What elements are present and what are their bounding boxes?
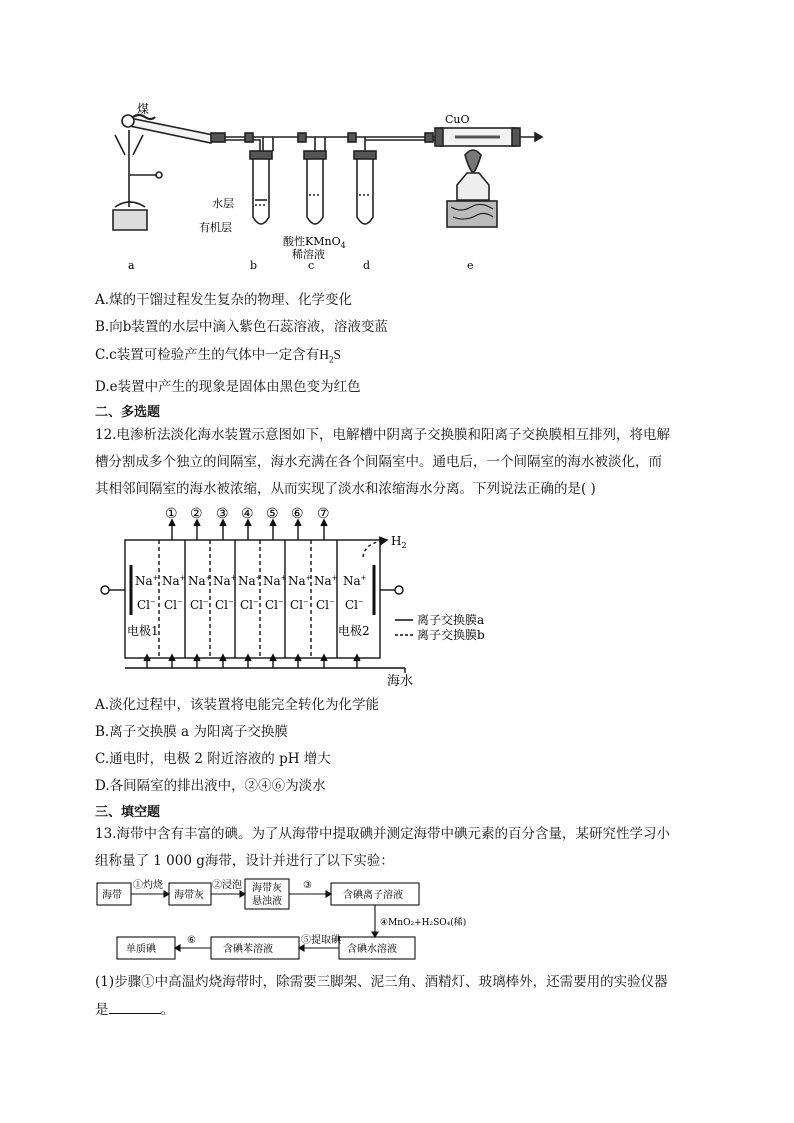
coal-label: 煤: [137, 102, 150, 116]
outlet-2: ②: [190, 506, 203, 522]
ion-na: Na+: [135, 574, 159, 588]
letter-b: b: [250, 259, 258, 272]
ion-cl: Cl−: [190, 598, 209, 612]
h2-label: $H_2$: [391, 534, 407, 550]
q12-option-d: D.各间隔室的排出液中，②④⑥为淡水: [95, 778, 326, 794]
iodine-text: 单质碘: [126, 944, 156, 955]
outlet-1: ①: [165, 506, 178, 522]
ash-text: 海带灰: [174, 890, 204, 901]
test-tube-c: [307, 153, 323, 224]
step3-text: ③: [303, 880, 312, 891]
outlet-7: ⑦: [317, 506, 330, 522]
outlet-6: ⑥: [291, 506, 304, 522]
suspension-line2: 悬浊液: [252, 896, 282, 907]
q13-part1-line1: (1)步骤①中高温灼烧海带时，除需要三脚架、泥三角、酒精灯、玻璃棒外，还需要用的实验仪器: [95, 974, 668, 990]
ion-na: Na+: [162, 574, 186, 588]
ion-na: Na+: [314, 574, 338, 588]
letter-e: e: [467, 259, 474, 272]
kmno4-label: 酸性KMnO$_4$: [283, 235, 346, 250]
step5-text: ⑤提取碘: [301, 935, 341, 946]
ion-cl: Cl−: [240, 598, 259, 612]
section-heading-multiple-choice: 二、多选题: [95, 405, 161, 420]
suspension-line1: 海带灰: [252, 883, 282, 894]
distillation-apparatus-figure: [95, 95, 555, 280]
ion-cl: Cl−: [265, 598, 284, 612]
q11-option-a: A.煤的干馏过程发生复杂的物理、化学变化: [95, 292, 353, 308]
ion-na: Na+: [238, 574, 262, 588]
step4-text: ④MnO₂+H₂SO₄(稀): [380, 918, 467, 928]
cuo-label: CuO: [445, 113, 470, 126]
kelp-text: 海带: [102, 890, 122, 901]
electrode-1-label: 电极1: [127, 624, 159, 638]
electrodialysis-figure: [95, 505, 525, 690]
outlet-3: ③: [216, 506, 229, 522]
step2-text: ②浸泡: [212, 880, 242, 891]
ion-cl: Cl−: [164, 598, 183, 612]
q11-option-d: D.e装置中产生的现象是固体由黑色变为红色: [95, 379, 361, 395]
test-tube-b: [253, 153, 269, 224]
ion-na: Na+: [263, 574, 287, 588]
organic-layer-label: 有机层: [199, 221, 232, 234]
q12-stem-line2: 槽分割成多个独立的间隔室，海水充满在各个间隔室中。通电后，一个间隔室的海水被淡化，而: [95, 454, 662, 470]
iodide-text: 含碘离子溶液: [343, 890, 403, 901]
step1-text: ①灼烧: [133, 880, 163, 891]
q12-option-c: C.通电时，电极 2 附近溶液的 pH 增大: [95, 751, 331, 767]
q13-stem-line1: 13.海带中含有丰富的碘。为了从海带中提取碘并测定海带中碘元素的百分含量，某研究性学习小: [95, 826, 670, 842]
q13-part1-line2: 是 。: [95, 999, 174, 1020]
coal-tube: [125, 117, 213, 143]
test-tube-d: [357, 153, 373, 224]
ion-na: Na+: [288, 574, 312, 588]
outlet-4: ④: [241, 506, 254, 522]
letter-a: a: [128, 259, 135, 272]
seawater-label: 海水: [387, 674, 414, 689]
q12-option-b: B.离子交换膜 a 为阳离子交换膜: [95, 724, 288, 740]
water-layer-label: 水层: [212, 197, 234, 210]
q12-stem-line3: 其相邻间隔室的海水被浓缩，从而实现了淡水和浓缩海水分离。下列说法正确的是( ): [95, 481, 596, 497]
legend-membrane-a: 离子交换膜a: [417, 613, 485, 627]
letter-d: d: [363, 259, 371, 272]
dilute-solution-label: 稀溶液: [292, 248, 325, 261]
ion-cl: Cl−: [215, 598, 234, 612]
ion-na: Na+: [343, 574, 367, 588]
outlet-5: ⑤: [266, 506, 279, 522]
iodine-water-text: 含碘水溶液: [347, 944, 397, 955]
ion-cl: Cl−: [316, 598, 335, 612]
electrode-2-label: 电极2: [338, 624, 370, 638]
iodine-extraction-flowchart: [95, 875, 535, 965]
q12-option-a: A.淡化过程中，该装置将电能完全转化为化学能: [95, 697, 380, 713]
q11-option-c: C.c装置可检验产生的气体中一定含有$H_2S$: [95, 347, 341, 365]
ion-na: Na+: [213, 574, 237, 588]
ion-na: Na+: [188, 574, 212, 588]
iodine-benzene-text: 含碘苯溶液: [223, 944, 273, 955]
section-heading-fill-in: 三、填空题: [95, 805, 161, 820]
legend-membrane-b: 离子交换膜b: [417, 628, 485, 642]
q12-stem-line1: 12.电渗析法淡化海水装置示意图如下，电解槽中阴离子交换膜和阳离子交换膜相互排列，将电解: [95, 427, 670, 443]
step6-text: ⑥: [187, 935, 196, 946]
ion-cl: Cl−: [290, 598, 309, 612]
q13-stem-line2: 组称量了 1 000 g海带，设计并进行了以下实验：: [95, 853, 394, 869]
answer-blank[interactable]: [109, 999, 161, 1014]
ion-cl: Cl−: [137, 598, 156, 612]
burner-block: [447, 201, 497, 227]
ion-cl: Cl−: [345, 598, 364, 612]
q11-option-b: B.向b装置的水层中滴入紫色石蕊溶液，溶液变蓝: [95, 319, 388, 335]
letter-c: c: [308, 259, 315, 272]
lamp-base: [113, 210, 147, 230]
